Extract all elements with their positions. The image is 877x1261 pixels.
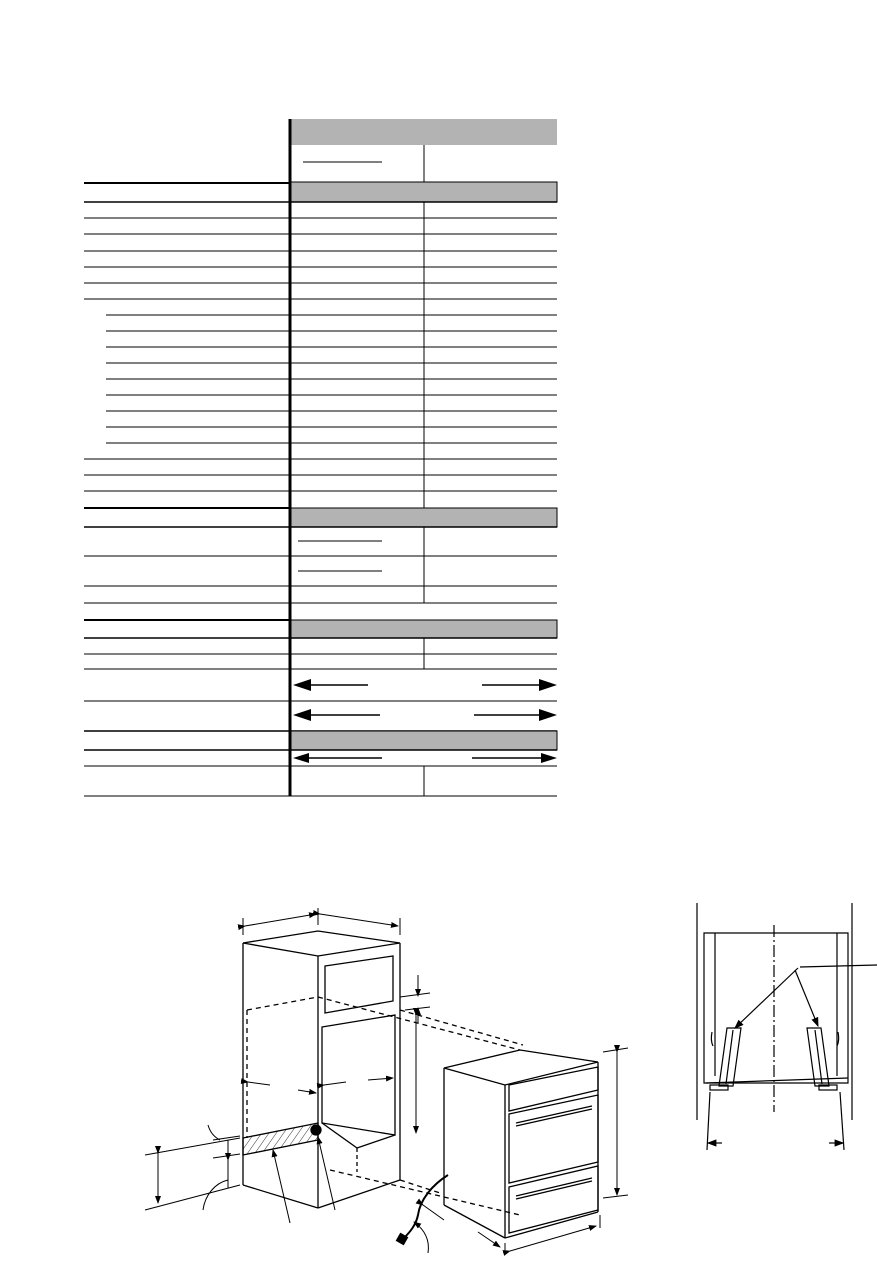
section-general-band <box>290 182 557 202</box>
cabinet-opening-frame <box>704 933 848 1083</box>
section-weights-band <box>290 731 557 750</box>
oven <box>444 1050 598 1238</box>
span-arrow-1 <box>293 679 557 691</box>
table-header-band <box>290 119 557 145</box>
span-arrow-2 <box>293 709 557 721</box>
power-cord <box>404 1175 448 1238</box>
support-rail-left <box>710 1028 741 1090</box>
cabinet <box>243 931 400 1208</box>
span-arrow-3 <box>293 753 557 763</box>
cabinet-side-walls <box>697 903 852 1120</box>
cord-plug <box>397 1234 408 1245</box>
junction-box <box>311 1125 321 1135</box>
callout-leader <box>735 965 877 1028</box>
rail-spacing-dimension <box>707 1092 844 1150</box>
section-electrical-band <box>290 508 557 527</box>
opening-outline <box>247 997 523 1215</box>
support-rail-right <box>807 1028 839 1090</box>
dimension-lines <box>145 908 628 1255</box>
cutout-floor <box>243 1123 318 1155</box>
general-rows <box>84 202 557 508</box>
section-installation-band <box>290 620 557 638</box>
